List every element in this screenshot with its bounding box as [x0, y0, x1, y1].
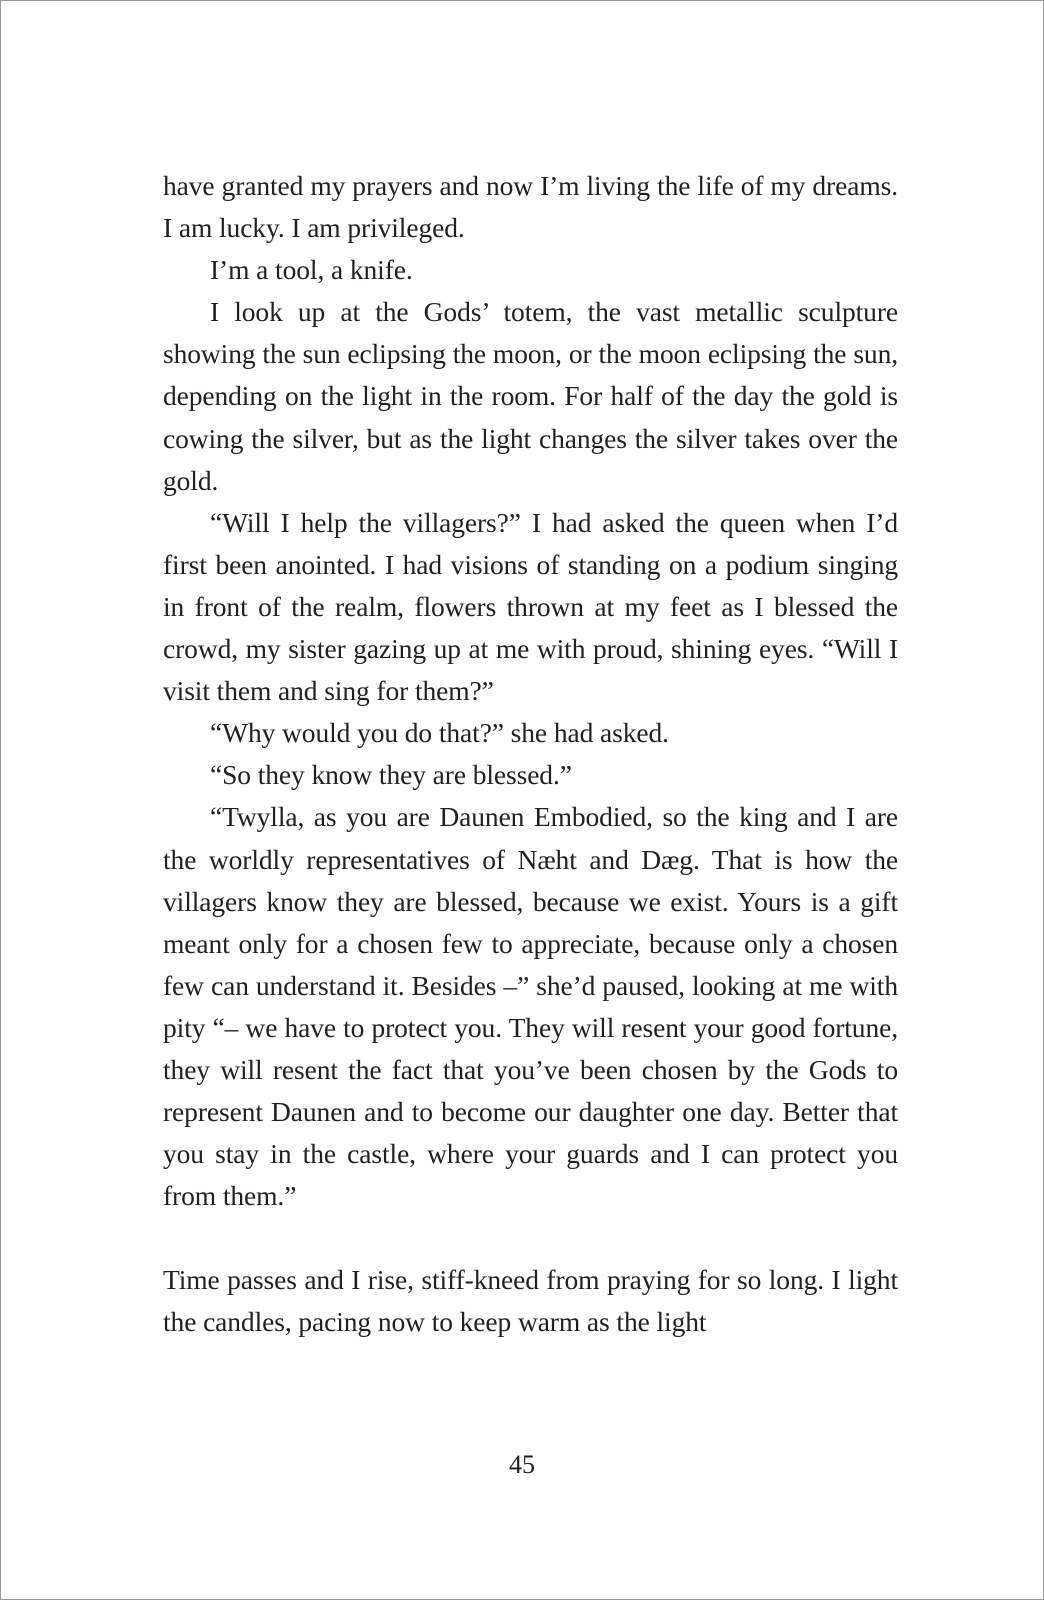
- body-text: [163, 165, 898, 1344]
- paragraph: “Will I help the villagers?” I had asked the queen when I’d first been anointed. I had visions of standing on a podium singing in front of the realm, flowers thrown at my feet as I blessed the crowd, my sister gazing up at me with proud, shining eyes. “Will I visit them and sing for them?”: [163, 506, 898, 707]
- paragraph: “Why would you do that?” she had asked.: [210, 717, 669, 749]
- scene-break: [163, 1217, 898, 1259]
- page-number: 45: [509, 1450, 535, 1479]
- paragraph: I look up at the Gods’ totem, the vast metallic sculpture showing the sun eclipsing the moon, or the moon eclipsing the sun, depending on the light in the room. For half of the day the gold is cowing the silver, but as the light changes the silver takes over the gold.: [163, 296, 898, 496]
- paragraph-after-break: Time passes and I rise, stiff-kneed from praying for so long. I light the candles, pacing now to keep warm as the light: [163, 1264, 898, 1338]
- paragraph: “So they know they are blessed.”: [210, 759, 572, 791]
- paragraph: I’m a tool, a knife.: [210, 254, 413, 286]
- paragraph: “Twylla, as you are Daunen Embodied, so the king and I are the worldly representatives of Næht and Dæg. That is how the villagers know they are blessed, because we exist. Yours is a gift meant only for a chosen few to appreciate, because only a chosen few can understand it. Besides –” she’d paused, looking at me with pity “– we have to protect you. They will resent your good fortune, they will resent the fact that you’ve been chosen by the Gods to represent Daunen and to become our daughter one day. Better that you stay in the castle, where your guards and I can protect you from them.”: [163, 801, 898, 1212]
- paragraph-continued: have granted my prayers and now I’m living the life of my dreams. I am lucky. I am privileged.: [163, 170, 898, 244]
